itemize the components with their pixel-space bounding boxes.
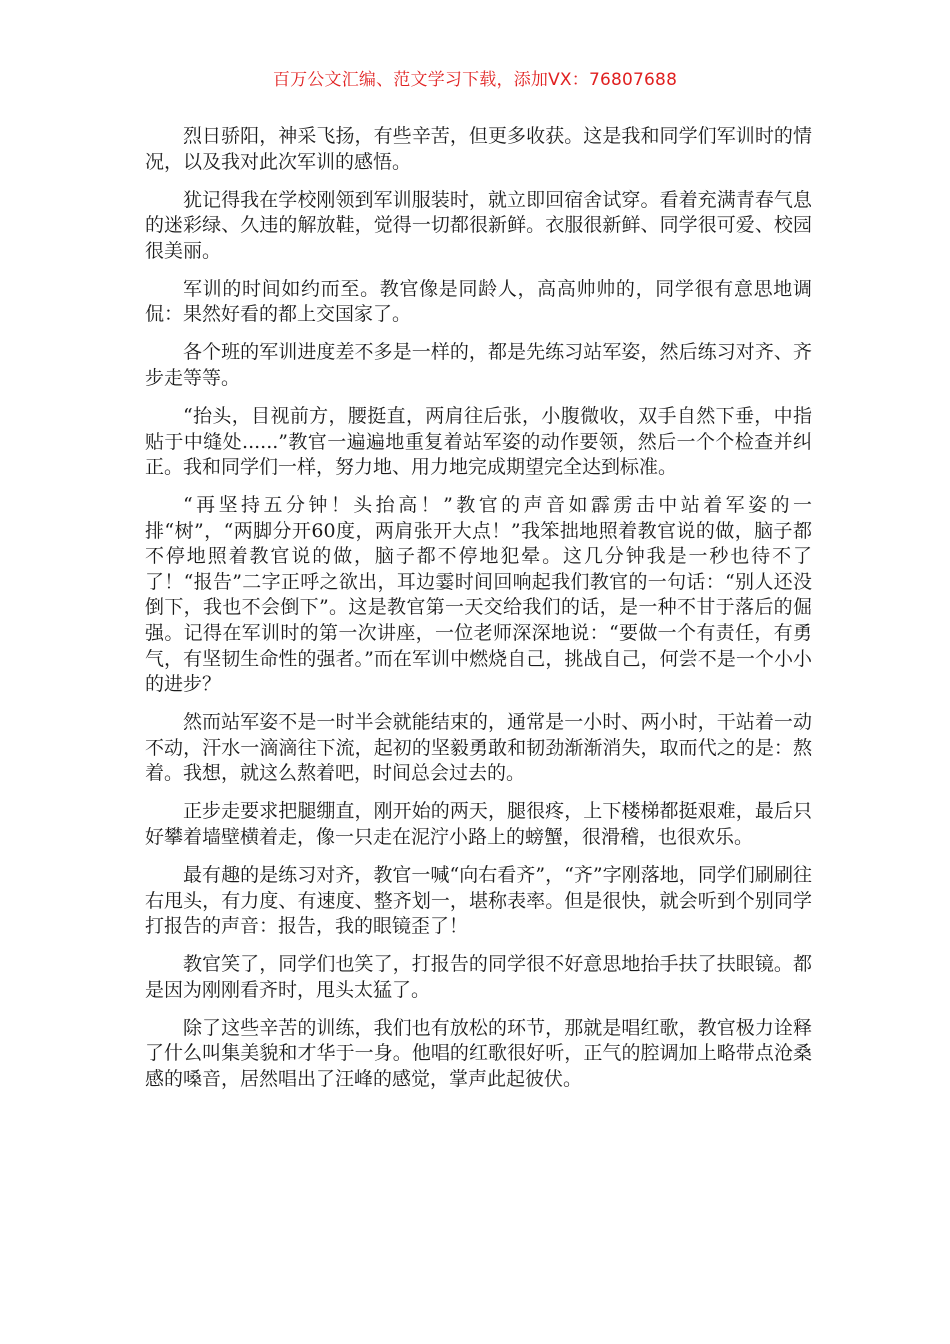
paragraph: “再坚持五分钟！头抬高！”教官的声音如霹雳击中站着军姿的一排“树”，“两脚分开60度，两肩张开大点！”我笨拙地照着教官说的做，脑子都不停地照着教官说的做，脑子都不停地犯晕。这几分钟我是一秒也待不了了！“报告”二字正呼之欲出，耳边霎时间回响起我们教官的一句话：“别人还没倒下，我也不会倒下”。这是教官第一天交给我们的话，是一种不甘于落后的倔强。记得在军训时的第一次讲座，一位老师深深地说：“要做一个有责任，有勇气，有坚韧生命性的强者。”而在军训中燃烧自己，挑战自己，何尝不是一个小小的进步？ <box>145 494 812 696</box>
paragraph: 然而站军姿不是一时半会就能结束的，通常是一小时、两小时，干站着一动不动，汗水一滴滴往下流，起初的坚毅勇敢和韧劲渐渐消失，取而代之的是：熬着。我想，就这么熬着吧，时间总会过去的。 <box>145 711 812 785</box>
paragraph: 除了这些辛苦的训练，我们也有放松的环节，那就是唱红歌，教官极力诠释了什么叫集美貌和才华于一身。他唱的红歌很好听，正气的腔调加上略带点沧桑感的嗓音，居然唱出了汪峰的感觉，掌声此起彼伏。 <box>145 1016 812 1090</box>
paragraph: 教官笑了，同学们也笑了，打报告的同学很不好意思地抬手扶了扶眼镜。都是因为刚刚看齐时，甩头太猛了。 <box>145 953 812 1001</box>
paragraph: 各个班的军训进度差不多是一样的，都是先练习站军姿，然后练习对齐、齐步走等等。 <box>145 341 812 389</box>
paragraph: 烈日骄阳，神采飞扬，有些辛苦，但更多收获。这是我和同学们军训时的情况，以及我对此次军训的感悟。 <box>145 125 812 173</box>
paragraph: 最有趣的是练习对齐，教官一喊“向右看齐”，“齐”字刚落地，同学们刷刷往右甩头，有力度、有速度、整齐划一，堪称表率。但是很快，就会听到个别同学打报告的声音：报告，我的眼镜歪了！ <box>145 863 812 938</box>
paragraph: “抬头，目视前方，腰挺直，两肩往后张，小腹微收，双手自然下垂，中指贴于中缝处......”教官一遍遍地重复着站军姿的动作要领，然后一个个检查并纠正。我和同学们一样，努力地、用力地完成期望完全达到标准。 <box>145 404 812 479</box>
paragraph: 正步走要求把腿绷直，刚开始的两天，腿很疼，上下楼梯都挺艰难，最后只好攀着墙壁横着走，像一只走在泥泞小路上的螃蟹，很滑稽，也很欢乐。 <box>145 800 812 848</box>
paragraph: 军训的时间如约而至。教官像是同龄人，高高帅帅的，同学很有意思地调侃：果然好看的都上交国家了。 <box>145 277 812 326</box>
article-body <box>145 124 812 1105</box>
watermark-header: 百万公文汇编、范文学习下载，添加VX：76807688 <box>272 70 678 90</box>
paragraph: 犹记得我在学校刚领到军训服装时，就立即回宿舍试穿。看着充满青春气息的迷彩绿、久违的解放鞋，觉得一切都很新鲜。衣服很新鲜、同学很可爱、校园很美丽。 <box>145 188 812 262</box>
